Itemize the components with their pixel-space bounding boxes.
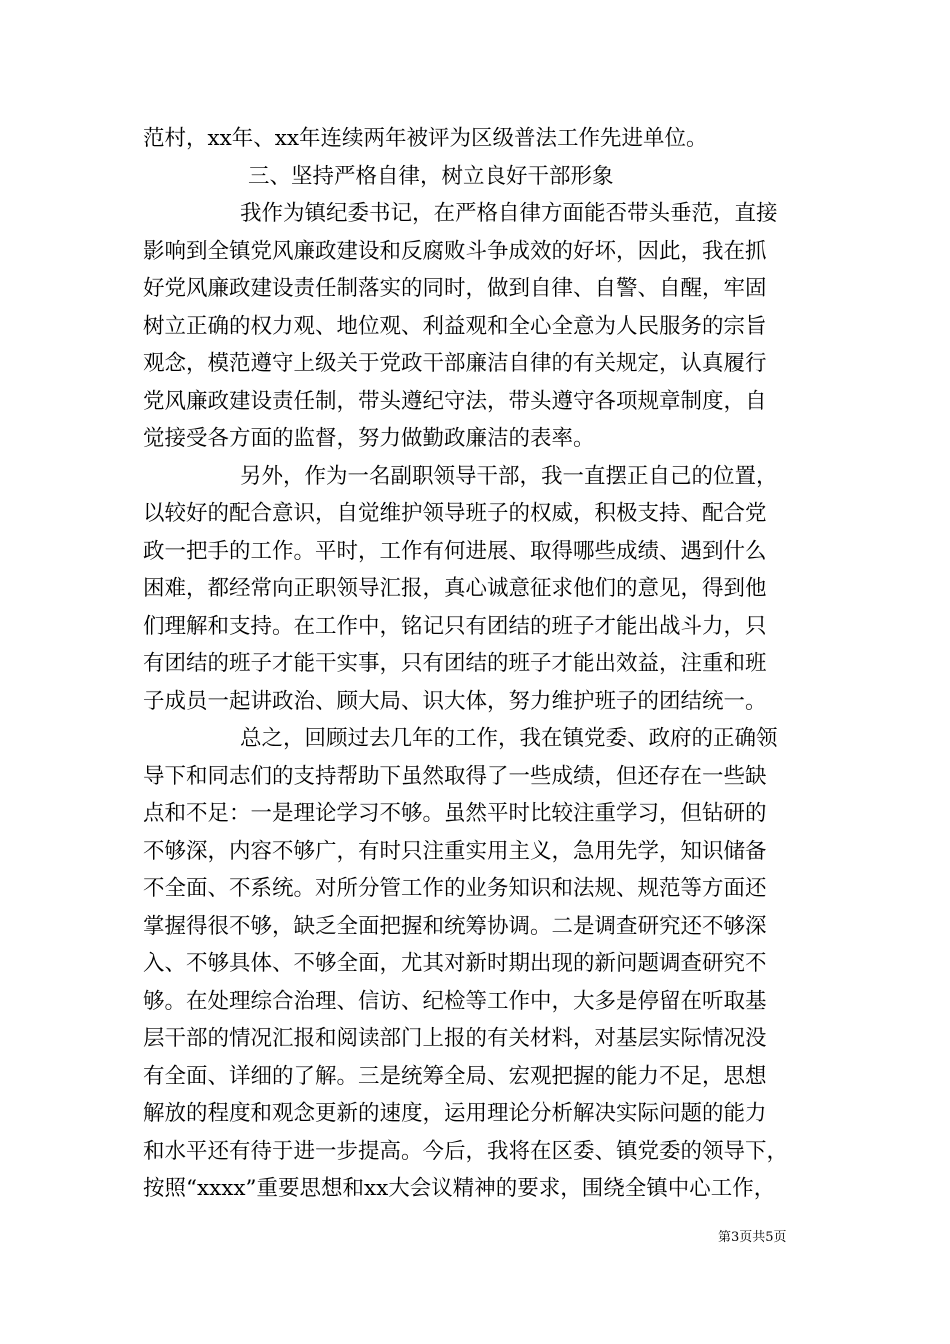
text-line: 层干部的情况汇报和阅读部门上报的有关材料，对基层实际情况没 [143,1026,767,1051]
page-number-footer: 第3页共5页 [718,1230,787,1245]
text-line: 和水平还有待于进一步提高。今后，我将在区委、镇党委的领导下， [143,1138,789,1164]
text-line: 掌握得很不够，缺乏全面把握和统筹协调。二是调查研究还不够深 [143,913,767,939]
text-line: 们理解和支持。在工作中，铭记只有团结的班子才能出战斗力，只 [143,613,767,639]
text-line: 导下和同志们的支持帮助下虽然取得了一些成绩，但还存在一些缺 [143,763,767,789]
text-line: 树立正确的权力观、地位观、利益观和全心全意为人民服务的宗旨 [143,313,767,339]
text-line: 点和不足：一是理论学习不够。虽然平时比较注重学习，但钻研的 [143,801,767,826]
text-line: 好党风廉政建设责任制落实的同时，做到自律、自警、自醒，牢固 [143,276,767,301]
text-line: 以较好的配合意识，自觉维护领导班子的权威，积极支持、配合党 [143,501,767,526]
text-line: 入、不够具体、不够全面，尤其对新时期出现的新问题调查研究不 [143,951,767,976]
document-body [143,120,823,1208]
text-line: 子成员一起讲政治、顾大局、识大体，努力维护班子的团结统一。 [143,688,767,714]
text-line: 有团结的班子才能干实事，只有团结的班子才能出效益，注重和班 [143,651,767,676]
text-line: 不全面、不系统。对所分管工作的业务知识和法规、规范等方面还 [143,876,767,901]
text-line: 解放的程度和观念更新的速度，运用理论分析解决实际问题的能力 [143,1101,767,1126]
text-line: 范村，xx年、xx年连续两年被评为区级普法工作先进单位。 [143,126,708,151]
text-line: 观念，模范遵守上级关于党政干部廉洁自律的有关规定，认真履行 [143,351,767,376]
text-line: 我作为镇纪委书记，在严格自律方面能否带头垂范，直接 [240,201,778,226]
text-line: 不够深，内容不够广，有时只注重实用主义，急用先学，知识储备 [143,838,767,864]
text-line: 影响到全镇党风廉政建设和反腐败斗争成效的好坏，因此，我在抓 [143,238,767,264]
text-line: 困难，都经常向正职领导汇报，真心诚意征求他们的意见，得到他 [143,576,767,601]
text-line: 另外，作为一名副职领导干部，我一直摆正自己的位置， [240,463,778,489]
text-line: 总之，回顾过去几年的工作，我在镇党委、政府的正确领 [240,726,778,751]
text-line: 三、坚持严格自律，树立良好干部形象 [248,163,614,189]
text-line: 党风廉政建设责任制，带头遵纪守法，带头遵守各项规章制度，自 [143,388,767,414]
text-line: 够。在处理综合治理、信访、纪检等工作中，大多是停留在听取基 [143,988,767,1014]
text-line: 觉接受各方面的监督，努力做勤政廉洁的表率。 [143,426,595,451]
text-line: 有全面、详细的了解。三是统筹全局、宏观把握的能力不足，思想 [143,1063,767,1089]
text-line: 政一把手的工作。平时，工作有何进展、取得哪些成绩、遇到什么 [143,538,767,564]
text-line: 按照“xxxx”重要思想和xx大会议精神的要求，围绕全镇中心工作， [143,1176,776,1201]
